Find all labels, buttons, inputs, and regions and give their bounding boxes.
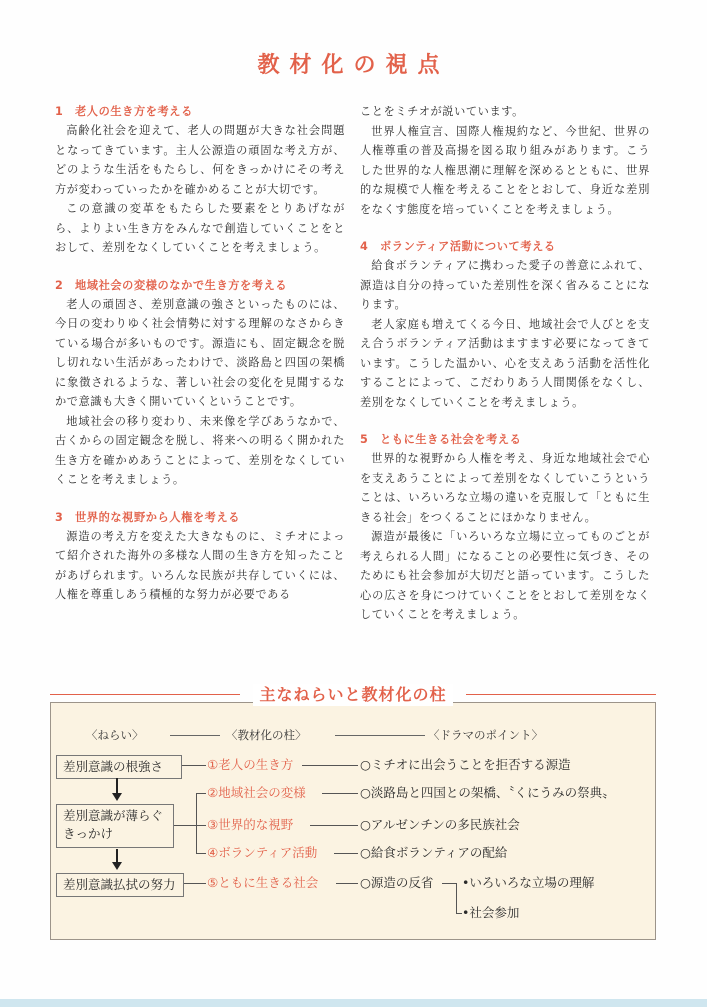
section-number: 1 [55, 105, 64, 118]
connector [322, 793, 358, 794]
pillar-4: ④ボランティア活動 [207, 845, 318, 860]
connector [334, 853, 358, 854]
left-column [55, 102, 345, 605]
pillar-1: ①老人の生き方 [207, 757, 294, 772]
paragraph: 給食ボランティアに携わった愛子の善意にふれて、源造は自分の持っていた差別性を深く省みることになります。 [360, 259, 650, 311]
paragraph: ことをミチオが説いています。 [360, 105, 524, 118]
paragraph: 高齢化社会を迎えて、老人の問題が大きな社会問題となってきています。主人公源造の頑固な考え方が、どのような生活をもたらし、何をきっかけにその考え方が変わっていったかを確かめることが大切です。 [55, 124, 345, 196]
bottom-band [0, 999, 707, 1007]
connector [310, 825, 358, 826]
header-point: 〈ドラマのポイント〉 [428, 728, 543, 742]
header-connector [170, 735, 220, 736]
section-heading-3 [55, 508, 345, 527]
header-pillar: 〈教材化の柱〉 [226, 728, 307, 742]
section-number: 2 [55, 278, 64, 292]
connector [174, 825, 206, 826]
section-title: 地域社会の変様のなかで生き方を考える [75, 278, 288, 292]
drama-point-5: ○源造の反省 [360, 875, 434, 890]
section-heading-4 [360, 237, 650, 256]
paragraph: 老人の頑固さ、差別意識の強さといったものには、今日の変わりゆく社会情勢に対する理解のなさからきている場合が多いものです。源造にも、固定観念を脱し切れない生活があったわけで、淡路島と四国の架橋に象徴されるような、著しい社会の変化を見聞するなかで意識も大きく開いていくということです。 [55, 297, 345, 408]
drama-point-2: ○淡路島と四国との架橋、〝くにうみの祭典〟 [360, 785, 615, 800]
aim-box-1: 差別意識の根強さ [56, 755, 182, 779]
paragraph: 源造の考え方を変えた大きなものに、ミチオによって紹介された海外の多様な人間の生き方を知ったことがあげられます。いろんな民族が共存していくには、人権を尊重しあう積極的な努力が必要である [55, 529, 345, 601]
section-number: 4 [360, 240, 369, 253]
down-arrow-icon [112, 862, 122, 870]
connector [182, 765, 206, 766]
paragraph: この意識の変革をもたらした要素をとりあげながら、よりよい生き方をみんなで創造していくことをとおして、差別をなくしていくことを考えましょう。 [55, 202, 345, 254]
down-arrow-icon [112, 793, 122, 801]
section-heading-2 [55, 276, 345, 295]
connector [302, 765, 358, 766]
drama-point-1: ○ミチオに出会うことを拒否する源造 [360, 757, 571, 772]
section-number: 5 [360, 433, 369, 446]
arrow-shaft [116, 849, 118, 863]
connector [196, 793, 206, 794]
sub-point-1: •いろいろな立場の理解 [462, 875, 595, 890]
connector [336, 883, 358, 884]
drama-point-3: ○アルゼンチンの多民族社会 [360, 817, 520, 832]
connector [196, 853, 206, 854]
connector [196, 793, 197, 853]
paragraph: 老人家庭も増えてくる今日、地域社会で人びとを支え合うボランティア活動はますます必要になってきています。こうした温かい、心を支えあう活動を活性化することによって、こだわりあう人間関係をなくし、差別をなくしていくことを考えましょう。 [360, 317, 650, 409]
summary-title: 主なねらいと教材化の柱 [253, 684, 452, 706]
right-column [360, 102, 650, 625]
section-title: 世界的な視野から人権を考える [75, 510, 241, 524]
sub-point-2: •社会参加 [462, 905, 520, 920]
paragraph: 世界人権宣言、国際人権規約など、今世紀、世界の人権尊重の普及高揚を図る取り組みがあります。こうした世界的な人権思潮に理解を深めるとともに、世界的な規模で人権を考えることをとおして、身近な差別をなくす態度を培っていくことを考えましょう。 [360, 124, 650, 216]
connector [442, 883, 456, 884]
paragraph: 源造が最後に「いろいろな立場に立ってものごとが考えられる人間」になることの必要性に気づき、そのためにも社会参加が大切だと語っています。こうした心の広さを身につけていくことをとおして差別をなくしていくことを考えましょう。 [360, 530, 650, 621]
section-number: 3 [55, 510, 64, 524]
section-heading-1 [55, 102, 345, 121]
aim-box-3: 差別意識払拭の努力 [56, 873, 184, 897]
paragraph: 世界的な視野から人権を考え、身近な地域社会で心を支えあうことによって差別をなくしていこうということは、いろいろな立場の違いを克服して「ともに生きる社会」をつくることにほかなりません。 [360, 452, 650, 524]
summary-title-wrap [50, 684, 656, 706]
connector [184, 883, 206, 884]
arrow-shaft [116, 778, 118, 794]
section-title: ともに生きる社会を考える [380, 433, 522, 446]
connector [456, 883, 457, 913]
section-title: ボランティア活動について考える [380, 240, 556, 253]
section-title: 老人の生き方を考える [75, 105, 193, 118]
header-aim: 〈ねらい〉 [86, 728, 144, 742]
page-title: 教材化の視点 [257, 53, 450, 78]
pillar-2: ②地域社会の変様 [207, 785, 306, 800]
pillar-3: ③世界的な視野 [207, 817, 294, 832]
section-heading-5 [360, 430, 650, 449]
paragraph: 地域社会の移り変わり、未来像を学びあうなかで、古くからの固定観念を脱し、将来への明るく開かれた生き方を確かめあうことによって、差別をなくしていくことを考えましょう。 [55, 414, 345, 486]
pillar-5: ⑤ともに生きる社会 [207, 875, 319, 890]
drama-point-4: ○給食ボランティアの配給 [360, 845, 508, 860]
header-connector [335, 735, 425, 736]
aim-box-2: 差別意識が薄らぐきっかけ [56, 804, 174, 848]
